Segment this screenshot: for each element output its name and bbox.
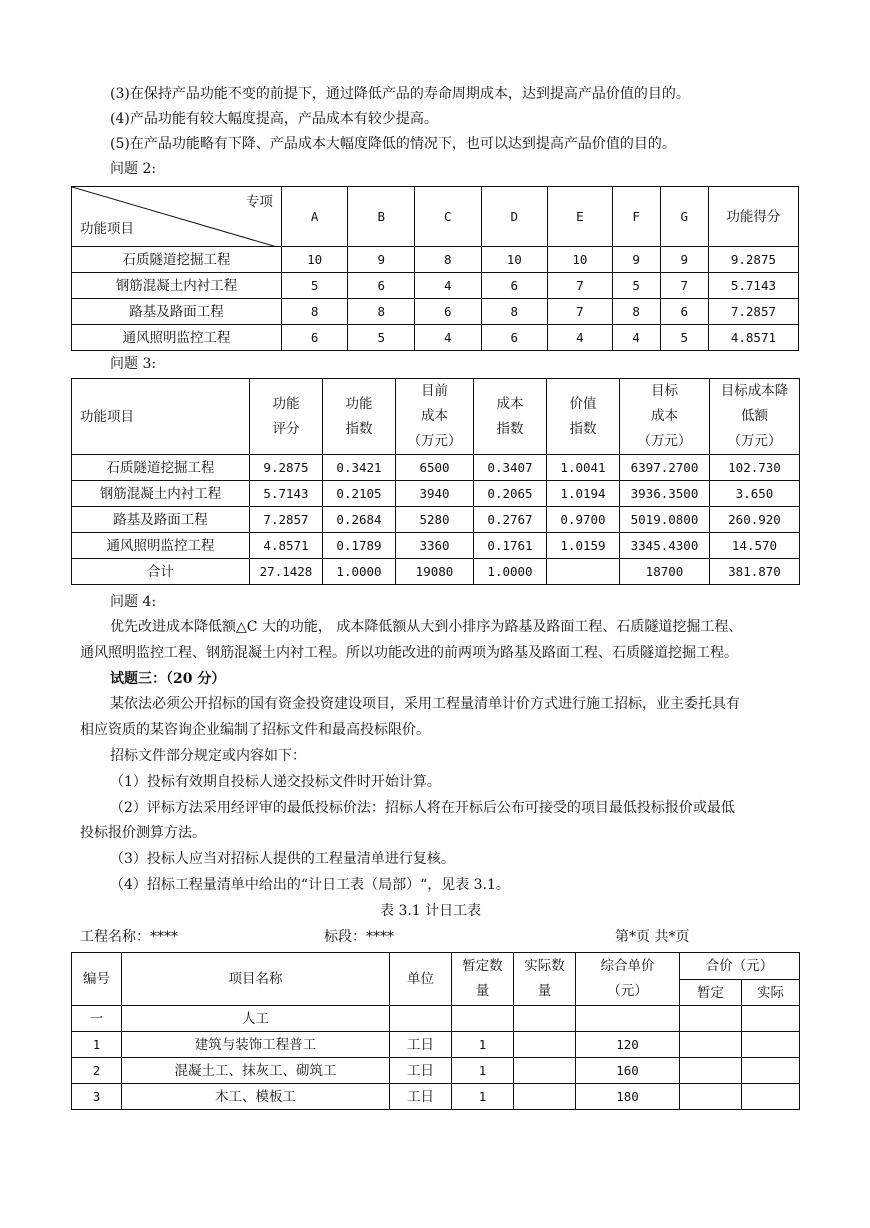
header-line: 目标成本降 [720,383,789,399]
cell: 7.2857 [708,299,798,325]
section-3-para-line: 某依法必须公开招标的国有资金投资建设项目，采用工程量清单计价方式进行施工招标，业主委托具有 [110,696,740,712]
cell: 0.2105 [323,481,396,507]
header-line: 综合单价 [600,958,655,974]
cell: 8 [415,247,482,273]
cell: 0.2767 [474,507,547,533]
header-line: 评分 [272,420,300,437]
cell: 0.2065 [474,481,547,507]
cell: 1.0194 [547,481,620,507]
row-name: 路基及路面工程 [72,299,282,325]
cell-total-act [742,1058,800,1084]
cell: 8 [481,299,548,325]
value-analysis-table [71,378,800,585]
cell: 1.0000 [474,559,547,585]
header-cell: B [348,187,415,247]
row-name: 通风照明监控工程 [72,325,282,351]
row-name: 钢筋混凝土内衬工程 [72,481,250,507]
header-line: 实际数 [524,958,565,974]
cell-actual [514,1084,576,1110]
table-row [72,507,800,533]
cell: 9 [348,247,415,273]
cell: 9 [660,247,708,273]
question-2-label: 问题 2: [110,161,157,177]
q4-text-line: 优先改进成本降低额△C 大的功能， 成本降低额从大到小排序为路基及路面工程、石质隧道挖掘工程、 [110,619,743,635]
cell: 9.2875 [708,247,798,273]
cell: 4.8571 [708,325,798,351]
cell: 5.7143 [250,481,323,507]
cell: 5 [348,325,415,351]
cell-qty [452,1006,514,1032]
intro-line-3: (3)在保持产品功能不变的前提下，通过降低产品的寿命周期成本，达到提高产品价值的目的。 [110,86,690,102]
header-unit: 单位 [390,953,452,1006]
cell-total-act [742,1084,800,1110]
cell: 7.2857 [250,507,323,533]
section-3-title: 试题三：（20 分） [110,671,226,687]
intro-line-5: (5)在产品功能略有下降、产品成本大幅度降低的情况下，也可以达到提高产品价值的目的。 [110,136,676,152]
cell: 5 [660,325,708,351]
cell: 3.650 [710,481,800,507]
header-line: （万元） [407,433,462,449]
header-cell: A [281,187,348,247]
rules-intro: 招标文件部分规定或内容如下： [110,748,306,764]
rule-line: （3）投标人应当对招标人提供的工程量清单进行复核。 [110,851,455,867]
row-name: 通风照明监控工程 [72,533,250,559]
header-current-cost [396,379,474,455]
row-name: 石质隧道挖掘工程 [72,247,282,273]
cell: 8 [348,299,415,325]
table-row [72,481,800,507]
table-row [72,1084,800,1110]
table-row-total [72,559,800,585]
cell: 381.870 [710,559,800,585]
cell: 6 [481,273,548,299]
cell: 6 [415,299,482,325]
header-total-actual: 实际 [742,980,800,1006]
cell: 0.2684 [323,507,396,533]
cell: 7 [660,273,708,299]
cell: 6 [281,325,348,351]
cell: 0.3421 [323,455,396,481]
corner-top-label: 专项 [245,194,273,210]
cell: 3345.4300 [620,533,710,559]
cell: 10 [281,247,348,273]
header-cost-reduction [710,379,800,455]
header-cost-index [474,379,547,455]
header-line: 成本 [496,395,524,412]
header-unit-price [576,953,680,1006]
header-cell: D [481,187,548,247]
cell-name: 混凝土工、抹灰工、砌筑工 [122,1058,390,1084]
header-target-cost [620,379,710,455]
cell: 4 [415,325,482,351]
row-name: 石质隧道挖掘工程 [72,455,250,481]
cell: 19080 [396,559,474,585]
table-3-title: 表 3.1 计日工表 [380,903,482,919]
header-line: （万元） [637,433,692,449]
cell: 6500 [396,455,474,481]
cell: 1.0041 [547,455,620,481]
header-cell: F [612,187,660,247]
cell: 8 [281,299,348,325]
cell-total-act [742,1032,800,1058]
cell: 4 [612,325,660,351]
cell: 260.920 [710,507,800,533]
cell: 14.570 [710,533,800,559]
header-cell: E [548,187,613,247]
header-cell: C [415,187,482,247]
corner-bottom-label: 功能项目 [80,221,134,237]
header-cell: G [660,187,708,247]
cell: 1.0159 [547,533,620,559]
header-line: （元） [607,983,648,999]
header-line: 功能 [272,395,300,412]
table-row [72,455,800,481]
cell-actual [514,1058,576,1084]
header-line: 指数 [569,420,597,437]
cell: 10 [548,247,613,273]
header-line: 目前 [421,383,448,399]
header-value-index [547,379,620,455]
row-name: 路基及路面工程 [72,507,250,533]
header-line: 暂定数 [462,958,503,974]
cell: 10 [481,247,548,273]
rule-line: （2）评标方法采用经评审的最低投标价法：招标人将在开标后公布可接受的项目最低投标报价或最低 [110,800,735,816]
cell: 7 [548,273,613,299]
cell: 7 [548,299,613,325]
cell: 0.1761 [474,533,547,559]
header-line: （万元） [727,433,782,449]
cell: 5 [612,273,660,299]
header-function-item: 功能项目 [72,379,250,455]
rule-line: （4）招标工程量清单中给出的“计日工表（局部）“，见表 3.1。 [110,877,510,893]
cell: 0.9700 [547,507,620,533]
cell-price: 180 [576,1084,680,1110]
cell-price [576,1006,680,1032]
project-name: 工程名称：**** [80,929,178,945]
header-line: 功能 [345,395,373,412]
cell-qty: 1 [452,1032,514,1058]
cell: 0.1789 [323,533,396,559]
cell-price: 120 [576,1032,680,1058]
cell-no: 2 [72,1058,122,1084]
table-row [72,1058,800,1084]
cell-total-act [742,1006,800,1032]
header-actual-qty [514,953,576,1006]
cell-unit: 工日 [390,1058,452,1084]
cell: 5019.0800 [620,507,710,533]
row-name: 合计 [72,559,250,585]
cell: 6 [348,273,415,299]
cell: 6 [481,325,548,351]
cell-total-est [680,1084,742,1110]
header-estimated-qty [452,953,514,1006]
cell: 8 [612,299,660,325]
cell: 9 [612,247,660,273]
cell-price: 160 [576,1058,680,1084]
question-4-label: 问题 4: [110,594,157,610]
cell: 4 [415,273,482,299]
function-score-table [71,186,799,351]
header-no: 编号 [72,953,122,1006]
table-row [72,325,799,351]
cell: 9.2875 [250,455,323,481]
header-line: 价值 [569,395,597,412]
cell: 0.3407 [474,455,547,481]
corner-header-cell [72,187,282,247]
rule-line: （1）投标有效期自投标人递交投标文件时开始计算。 [110,774,441,790]
intro-line-4: (4)产品功能有较大幅度提高，产品成本有较少提高。 [110,111,438,127]
header-function-score [250,379,323,455]
cell-unit: 工日 [390,1032,452,1058]
cell-qty: 1 [452,1084,514,1110]
cell: 3940 [396,481,474,507]
header-cell: 功能得分 [708,187,798,247]
daywork-table [71,952,800,1110]
table-row [72,299,799,325]
rule-line: 投标报价测算方法。 [80,825,206,841]
cell [547,559,620,585]
cell-no: 1 [72,1032,122,1058]
page-number: 第*页 共*页 [615,929,690,945]
header-total-estimated: 暂定 [680,980,742,1006]
cell-unit: 工日 [390,1084,452,1110]
cell: 5280 [396,507,474,533]
header-line: 成本 [421,408,448,424]
table-row [72,273,799,299]
header-line: 目标 [651,383,678,399]
cell: 18700 [620,559,710,585]
cell: 3936.3500 [620,481,710,507]
header-line: 指数 [345,420,373,437]
cell-name: 人工 [122,1006,390,1032]
header-line: 成本 [651,408,678,424]
header-total-price: 合价（元） [680,953,800,980]
cell: 6 [660,299,708,325]
cell: 3360 [396,533,474,559]
cell-actual [514,1006,576,1032]
cell-no: 3 [72,1084,122,1110]
cell-no: 一 [72,1006,122,1032]
cell-actual [514,1032,576,1058]
cell: 1.0000 [323,559,396,585]
question-3-label: 问题 3: [110,356,157,372]
cell: 6397.2700 [620,455,710,481]
cell-name: 建筑与装饰工程普工 [122,1032,390,1058]
cell: 5.7143 [708,273,798,299]
cell: 5 [281,273,348,299]
header-line: 指数 [496,420,524,437]
q4-text-line: 通风照明监控工程、钢筋混凝土内衬工程。所以功能改进的前两项为路基及路面工程、石质隧道挖掘工程。 [80,645,738,661]
header-line: 量 [475,983,490,999]
table-row [72,1032,800,1058]
cell-name: 木工、模板工 [122,1084,390,1110]
cell-total-est [680,1032,742,1058]
section-label: 标段：**** [324,929,394,945]
cell-qty: 1 [452,1058,514,1084]
section-3-para-line: 相应资质的某咨询企业编制了招标文件和最高投标限价。 [80,722,430,738]
header-function-index [323,379,396,455]
cell: 102.730 [710,455,800,481]
header-line: 低额 [741,408,768,424]
header-line: 量 [537,983,552,999]
header-item-name: 项目名称 [122,953,390,1006]
row-name: 钢筋混凝土内衬工程 [72,273,282,299]
table-row [72,533,800,559]
cell: 4 [548,325,613,351]
cell-unit [390,1006,452,1032]
cell-total-est [680,1058,742,1084]
cell: 27.1428 [250,559,323,585]
table-row [72,1006,800,1032]
cell: 4.8571 [250,533,323,559]
table-row [72,247,799,273]
cell-total-est [680,1006,742,1032]
